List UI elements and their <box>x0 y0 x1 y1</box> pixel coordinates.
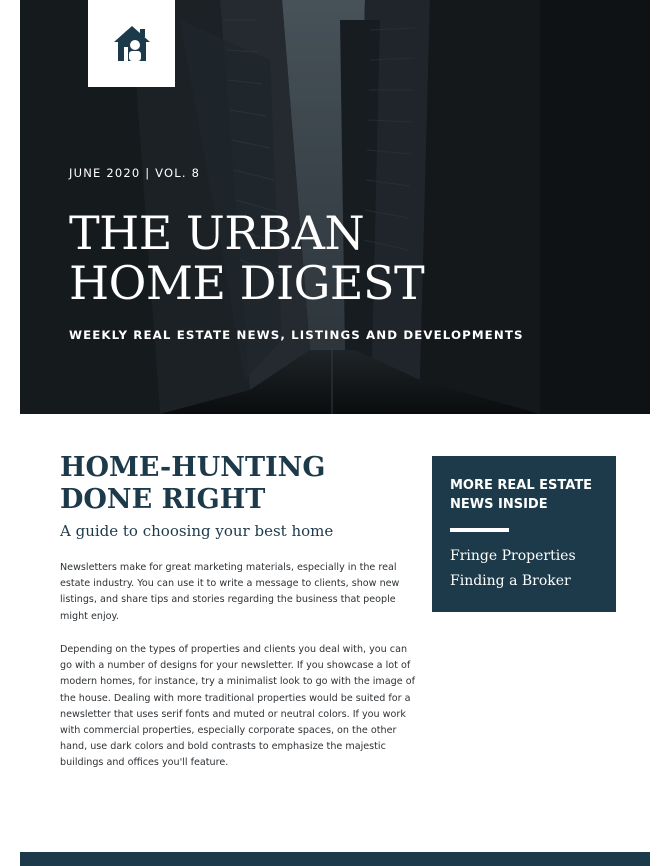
article-tagline: A guide to choosing your best home <box>60 522 334 540</box>
newsletter-subtitle: WEEKLY REAL ESTATE NEWS, LISTINGS AND DEVELOPMENTS <box>69 328 524 342</box>
sidebar-title: MORE REAL ESTATE NEWS INSIDE <box>450 478 593 512</box>
sidebar-box <box>432 456 616 612</box>
sidebar-list <box>450 544 576 594</box>
sidebar-item-fringe-properties[interactable]: Fringe Properties <box>450 548 576 564</box>
footer-bar <box>20 852 650 866</box>
issue-date: JUNE 2020 | VOL. 8 <box>69 166 201 180</box>
sidebar-item-finding-a-broker[interactable]: Finding a Broker <box>450 573 571 589</box>
sidebar-divider <box>450 528 509 532</box>
article-paragraph: Depending on the types of properties and clients you deal with, you can go with a number of designs for your newsletter. If you showcase a lot of modern homes, for instance, try a minimalist look to go with the image of the house. Dealing with more traditional properties would be suited for a newsletter that uses serif fonts and muted or neutral colors. If you work with commercial properties, especially corporate spaces, on the other hand, use dark colors and bold contrasts to emphasize the majestic buildings and offices you'll feature. <box>60 644 415 769</box>
newsletter-title: THE URBAN HOME DIGEST <box>69 206 425 310</box>
house-icon <box>110 23 154 65</box>
logo <box>88 0 175 87</box>
article-headline: HOME-HUNTING DONE RIGHT <box>60 452 326 515</box>
article-paragraph: Newsletters make for great marketing materials, especially in the real estate industry. You can use it to write a message to clients, show new listings, and share tips and stories regarding the business that people might enjoy. <box>60 562 400 622</box>
